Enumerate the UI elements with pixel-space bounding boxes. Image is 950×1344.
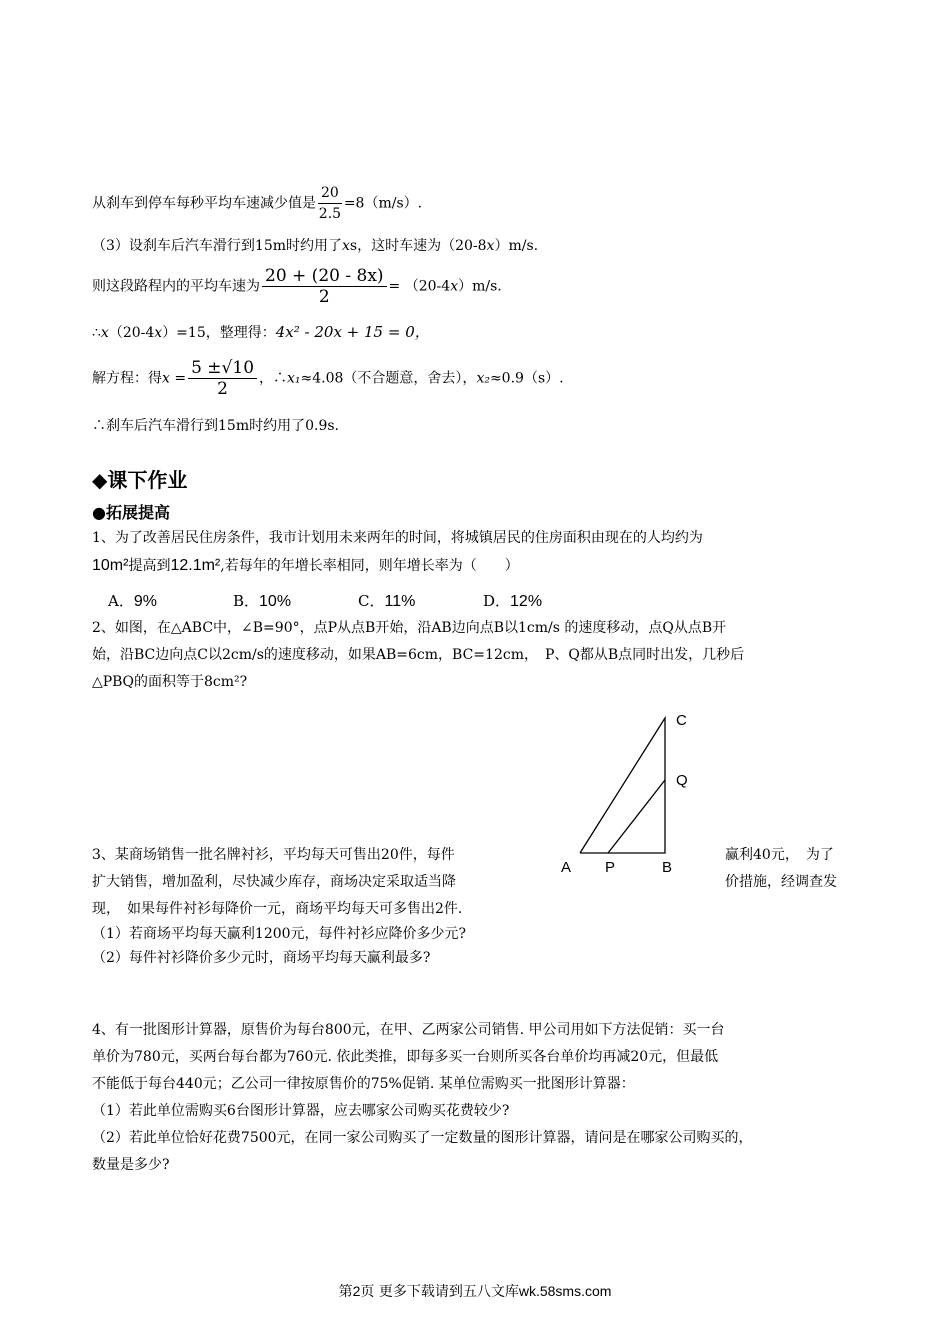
question-1 <box>92 525 862 580</box>
question-4 <box>92 1017 862 1179</box>
numerator: 20 + (20 - 8x) <box>262 266 387 287</box>
text: 解方程：得 <box>92 370 162 387</box>
text: ∴ <box>92 325 101 341</box>
fraction <box>262 266 387 307</box>
fraction <box>188 358 257 399</box>
numerator: 20 <box>318 183 342 204</box>
option-label: D． <box>483 592 511 610</box>
solution-line-1 <box>92 183 422 224</box>
option-label: B． <box>233 592 260 610</box>
solution-line-4 <box>92 322 430 343</box>
label-p: P <box>605 859 616 876</box>
triangle-abc <box>580 718 665 853</box>
question-2 <box>92 615 862 696</box>
q4-line-2: 单价为780元，买两台每台都为760元. 依此类推，即每多买一台则所买各台单价均再减20元，但最低 <box>92 1049 719 1065</box>
var-x: x <box>486 238 495 254</box>
text: ≈0.9（s）. <box>489 370 564 387</box>
text: ）=15，整理得： <box>162 325 276 341</box>
text: ）m/s. <box>494 238 539 254</box>
var-x1: x₁ <box>287 370 301 387</box>
label-c: C <box>676 712 687 729</box>
text: 3、某商场销售一批名牌衬衫，平均每天可售出20件，每件 <box>92 847 455 863</box>
text: 页 更多下载请到五八文库 <box>360 1284 519 1300</box>
var-x2: x₂ <box>476 370 490 387</box>
text: ≈4.08（不合题意，舍去）， <box>300 370 477 387</box>
label-q: Q <box>676 772 688 789</box>
text: 赢利40元， 为了 <box>725 847 834 863</box>
option-label: A． <box>108 592 134 610</box>
denominator: 2 <box>318 287 330 307</box>
text: （20-4 <box>108 325 155 341</box>
option-d <box>483 590 608 611</box>
subsection-title: ●拓展提高 <box>92 503 170 522</box>
fraction <box>318 183 342 224</box>
section-title: ◆课下作业 <box>92 468 188 492</box>
text: 扩大销售，增加盈利，尽快减少库存，商场决定采取适当降 <box>92 874 456 890</box>
q2-line-1: 2、如图，在△ABC中，∠B=90°，点P从点B开始，沿AB边向点B以1cm/s 的速度移动，点Q从点B开 <box>92 620 727 636</box>
text: = （20-4 <box>388 278 451 295</box>
text: ，∴ <box>259 370 288 387</box>
var-x: x <box>100 325 109 341</box>
q3-line-5: （2）每件衬衫降价多少元时，商场平均每天赢利最多? <box>92 950 431 966</box>
q2-line-2: 始，沿BC边向点C以2cm/s的速度移动，如果AB=6cm，BC=12cm， P、Q都从B点同时出发，几秒后 <box>92 647 745 663</box>
q4-line-6: 数量是多少? <box>92 1157 170 1173</box>
var-x: x = <box>162 370 187 387</box>
numerator: 5 ±√10 <box>188 358 257 379</box>
solution-line-5 <box>92 358 564 399</box>
text: （3）设刹车后汽车滑行到15m时约用了 <box>92 238 342 254</box>
text: 第 <box>338 1284 353 1300</box>
page-number: 2 <box>352 1283 361 1299</box>
option-value: 9% <box>133 593 157 610</box>
solution-line-3 <box>92 266 502 307</box>
denominator: 2.5 <box>318 206 342 222</box>
q1-value-a: 10m² <box>92 557 129 574</box>
q1-line-1: 1、为了改善居民住房条件，我市计划用未来两年的时间，将城镇居民的住房面积由现在的人均约为 <box>92 530 703 546</box>
question-3 <box>92 842 862 972</box>
q1-line-2 <box>92 552 862 580</box>
text: 价措施，经调查发 <box>725 874 837 890</box>
q4-line-3: 不能低于每台440元；乙公司一律按原售价的75%促销. 某单位需购买一批图形计算器： <box>92 1076 635 1092</box>
q4-line-5: （2）若此单位恰好花费7500元，在同一家公司购买了一定数量的图形计算器，请问是在哪家公司购买的， <box>92 1130 753 1146</box>
q4-line-4: （1）若此单位需购买6台图形计算器，应去哪家公司购买花费较少? <box>92 1103 510 1119</box>
q3-line-4: （1）若商场平均每天赢利1200元，每件衬衫应降价多少元? <box>92 926 467 942</box>
option-c <box>358 590 483 611</box>
var-x: x <box>450 278 459 295</box>
option-label: C． <box>358 592 385 610</box>
text: =8（m/s）. <box>343 195 423 212</box>
q1-options <box>108 590 608 611</box>
option-b <box>233 590 358 611</box>
text: ）m/s. <box>458 278 502 295</box>
var-x: x <box>154 325 163 341</box>
label-a: A <box>561 859 572 876</box>
solution-line-2 <box>92 236 538 256</box>
text: 从刹车到停车每秒平均车速减少值是 <box>92 195 316 212</box>
q2-line-3: △PBQ的面积等于8cm²? <box>92 674 248 690</box>
q3-line-2 <box>92 869 862 896</box>
q3-line-3: 现， 如果每件衬衫每降价一元，商场平均每天可多售出2件. <box>92 901 463 917</box>
solution-line-6: ∴刹车后汽车滑行到15m时约用了0.9s. <box>92 418 339 434</box>
option-value: 12% <box>510 593 543 610</box>
q1-value-c: 12.1m² <box>170 557 221 574</box>
option-value: 11% <box>384 593 416 610</box>
var-x: x <box>342 238 350 254</box>
denominator: 2 <box>217 379 228 399</box>
option-a <box>108 590 233 611</box>
page-footer <box>0 1281 950 1301</box>
option-value: 10% <box>259 593 292 610</box>
q4-line-1: 4、有一批图形计算器，原售价为每台800元，在甲、乙两家公司销售. 甲公司用如下方法促销：买一台 <box>92 1022 725 1038</box>
equation: 4x² - 20x + 15 = 0， <box>275 323 430 341</box>
text: 则这段路程内的平均车速为 <box>92 278 260 295</box>
q3-line-1 <box>92 842 862 869</box>
text: s，这时车速为（20-8 <box>349 238 487 254</box>
text: ,若每年的年增长率相同，则年增长率为（ ） <box>220 558 519 574</box>
site-link[interactable]: wk.58sms.com <box>518 1283 612 1299</box>
text: 提高到 <box>128 558 171 574</box>
label-b: B <box>662 859 673 876</box>
